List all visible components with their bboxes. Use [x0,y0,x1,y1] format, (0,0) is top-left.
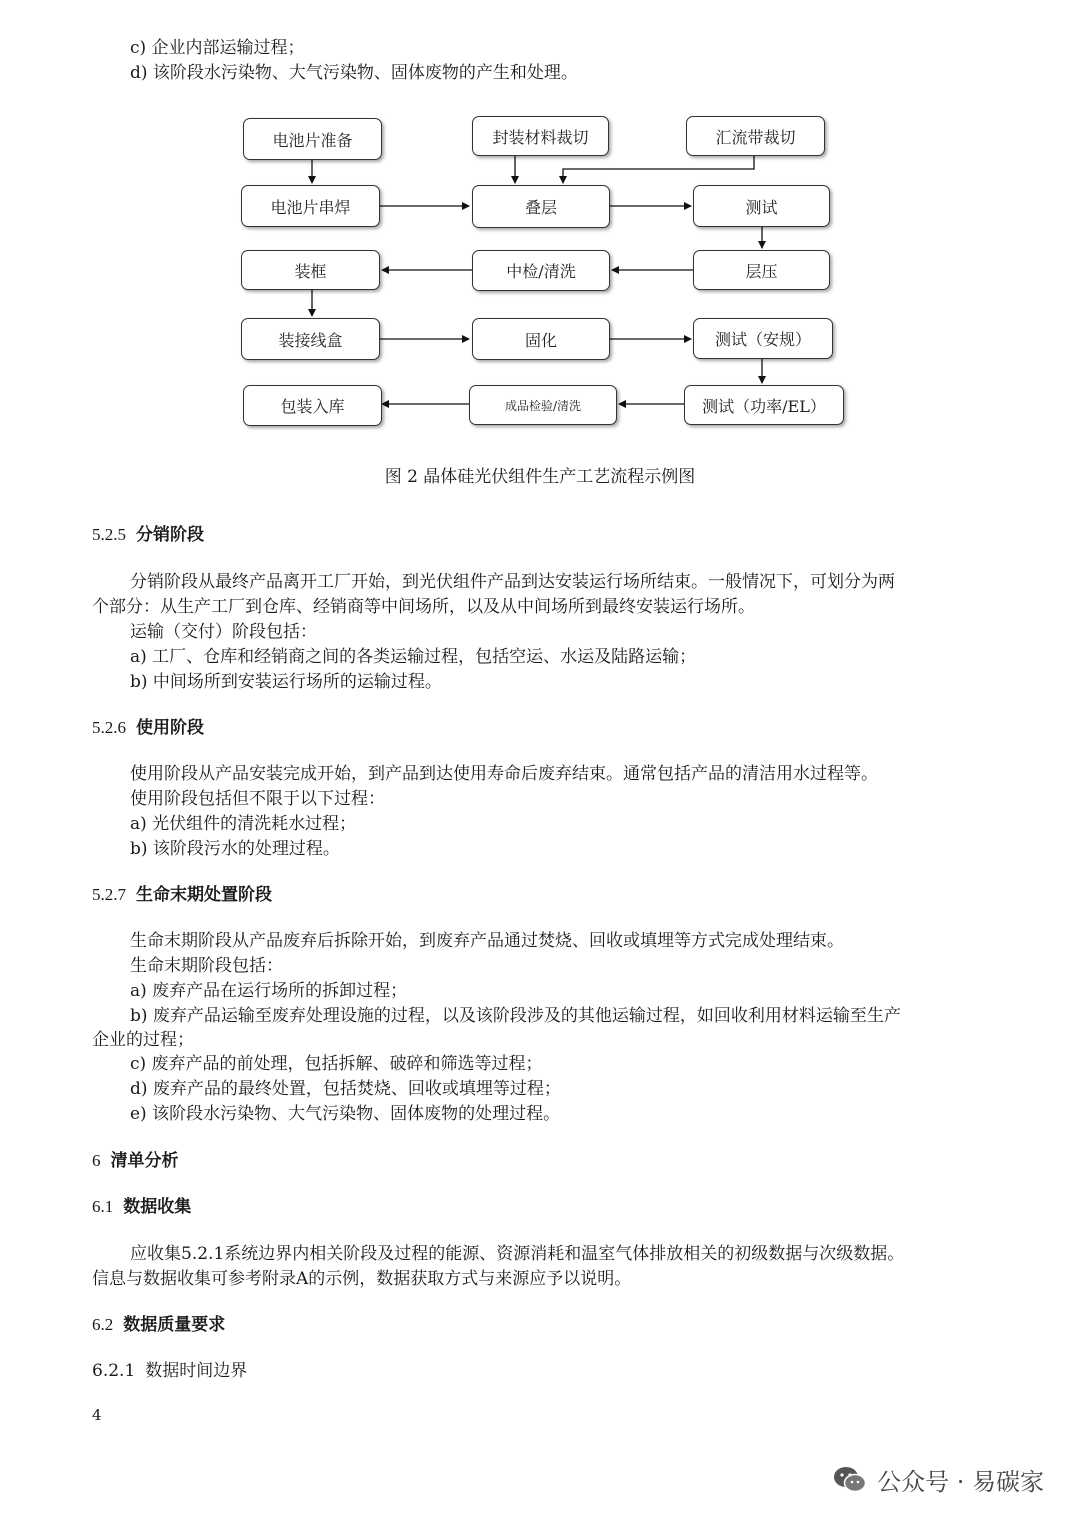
intro-item-d: d) 该阶段水污染物、大气污染物、固体废物的产生和处理。 [130,63,578,83]
s527-paragraph-1: 生命末期阶段从产品废弃后拆除开始，到废弃产品通过焚烧、回收或填埋等方式完成处理结束。 [130,931,844,951]
watermark [833,1462,1044,1497]
s527-item-e: e) 该阶段水污染物、大气污染物、固体废物的处理过程。 [130,1104,561,1124]
watermark-text: 公众号 · 易碳家 [877,1468,1044,1496]
s525-item-a: a) 工厂、仓库和经销商之间的各类运输过程，包括空运、水运及陆路运输； [130,647,697,667]
s525-paragraph-2: 运输（交付）阶段包括： [130,622,317,642]
heading-5-2-7 [92,883,272,907]
s527-item-b-line-1: b) 废弃产品运输至废弃处理设施的过程，以及该阶段涉及的其他运输过程，如回收利用材料运输至生产 [130,1006,901,1026]
s525-paragraph-line-1: 分销阶段从最终产品离开工厂开始，到光伏组件产品到达安装运行场所结束。一般情况下，可划分为两 [130,572,895,592]
s61-paragraph-line-2: 信息与数据收集可参考附录A的示例，数据获取方式与来源应予以说明。 [92,1269,632,1289]
section-title: 生命末期处置阶段 [136,885,272,905]
s526-item-b: b) 该阶段污水的处理过程。 [130,839,340,859]
box-busbar-cut: 汇流带裁切 [686,116,825,156]
box-packing: 包装入库 [243,385,382,426]
heading-6 [92,1149,179,1173]
box-cell-prep: 电池片准备 [243,118,382,160]
section-number: 6.2 [92,1315,114,1334]
heading-6-1 [92,1195,191,1219]
box-cell-weld: 电池片串焊 [241,185,380,227]
section-number: 6 [92,1151,101,1170]
page-number: 4 [92,1406,102,1424]
s526-paragraph-2: 使用阶段包括但不限于以下过程： [130,789,385,809]
section-title: 使用阶段 [136,718,204,738]
box-mid-inspect: 中检/清洗 [472,250,610,291]
s61-paragraph-line-1: 应收集5.2.1系统边界内相关阶段及过程的能源、资源消耗和温室气体排放相关的初级数据与次级数据。 [130,1244,905,1264]
box-framing: 装框 [241,250,380,290]
section-number: 5.2.7 [92,885,126,904]
s525-item-b: b) 中间场所到安装运行场所的运输过程。 [130,672,442,692]
box-test: 测试 [693,185,830,227]
box-test-power: 测试（功率/EL） [684,385,844,425]
arrow-busbar-to-layup [563,156,754,183]
box-laminate: 层压 [693,250,830,290]
heading-6-2 [92,1313,225,1337]
box-curing: 固化 [472,318,610,360]
section-number: 5.2.6 [92,718,126,737]
section-title: 数据时间边界 [145,1361,248,1381]
heading-5-2-6 [92,716,204,740]
section-title: 数据质量要求 [123,1315,226,1335]
heading-6-2-1 [92,1359,247,1383]
section-title: 清单分析 [110,1151,179,1171]
section-title: 数据收集 [123,1197,192,1217]
box-encap-cut: 封装材料裁切 [472,116,609,156]
s525-paragraph-line-2: 个部分：从生产工厂到仓库、经销商等中间场所，以及从中间场所到最终安装运行场所。 [92,597,755,617]
box-jbox: 装接线盒 [241,318,380,360]
s526-item-a: a) 光伏组件的清洗耗水过程； [130,814,357,834]
s527-item-d: d) 废弃产品的最终处置，包括焚烧、回收或填埋等过程； [130,1079,561,1099]
s527-item-c: c) 废弃产品的前处理，包括拆解、破碎和筛选等过程； [130,1054,543,1074]
s527-paragraph-2: 生命末期阶段包括： [130,956,283,976]
section-number: 5.2.5 [92,525,126,544]
section-number: 6.1 [92,1197,114,1216]
heading-5-2-5 [92,523,204,547]
intro-item-c: c) 企业内部运输过程； [130,38,305,58]
box-final-inspect: 成品检验/清洗 [469,385,617,425]
box-layup: 叠层 [472,185,610,228]
figure-caption: 图 2 晶体硅光伏组件生产工艺流程示例图 [384,467,696,487]
s527-item-a: a) 废弃产品在运行场所的拆卸过程； [130,981,408,1001]
wechat-icon [833,1465,867,1495]
box-test-safety: 测试（安规） [693,318,833,359]
s526-paragraph-1: 使用阶段从产品安装完成开始，到产品到达使用寿命后废弃结束。通常包括产品的清洁用水过程等。 [130,764,878,784]
s527-item-b-line-2: 企业的过程； [92,1030,194,1050]
section-title: 分销阶段 [136,525,204,545]
section-number: 6.2.1 [92,1361,136,1381]
